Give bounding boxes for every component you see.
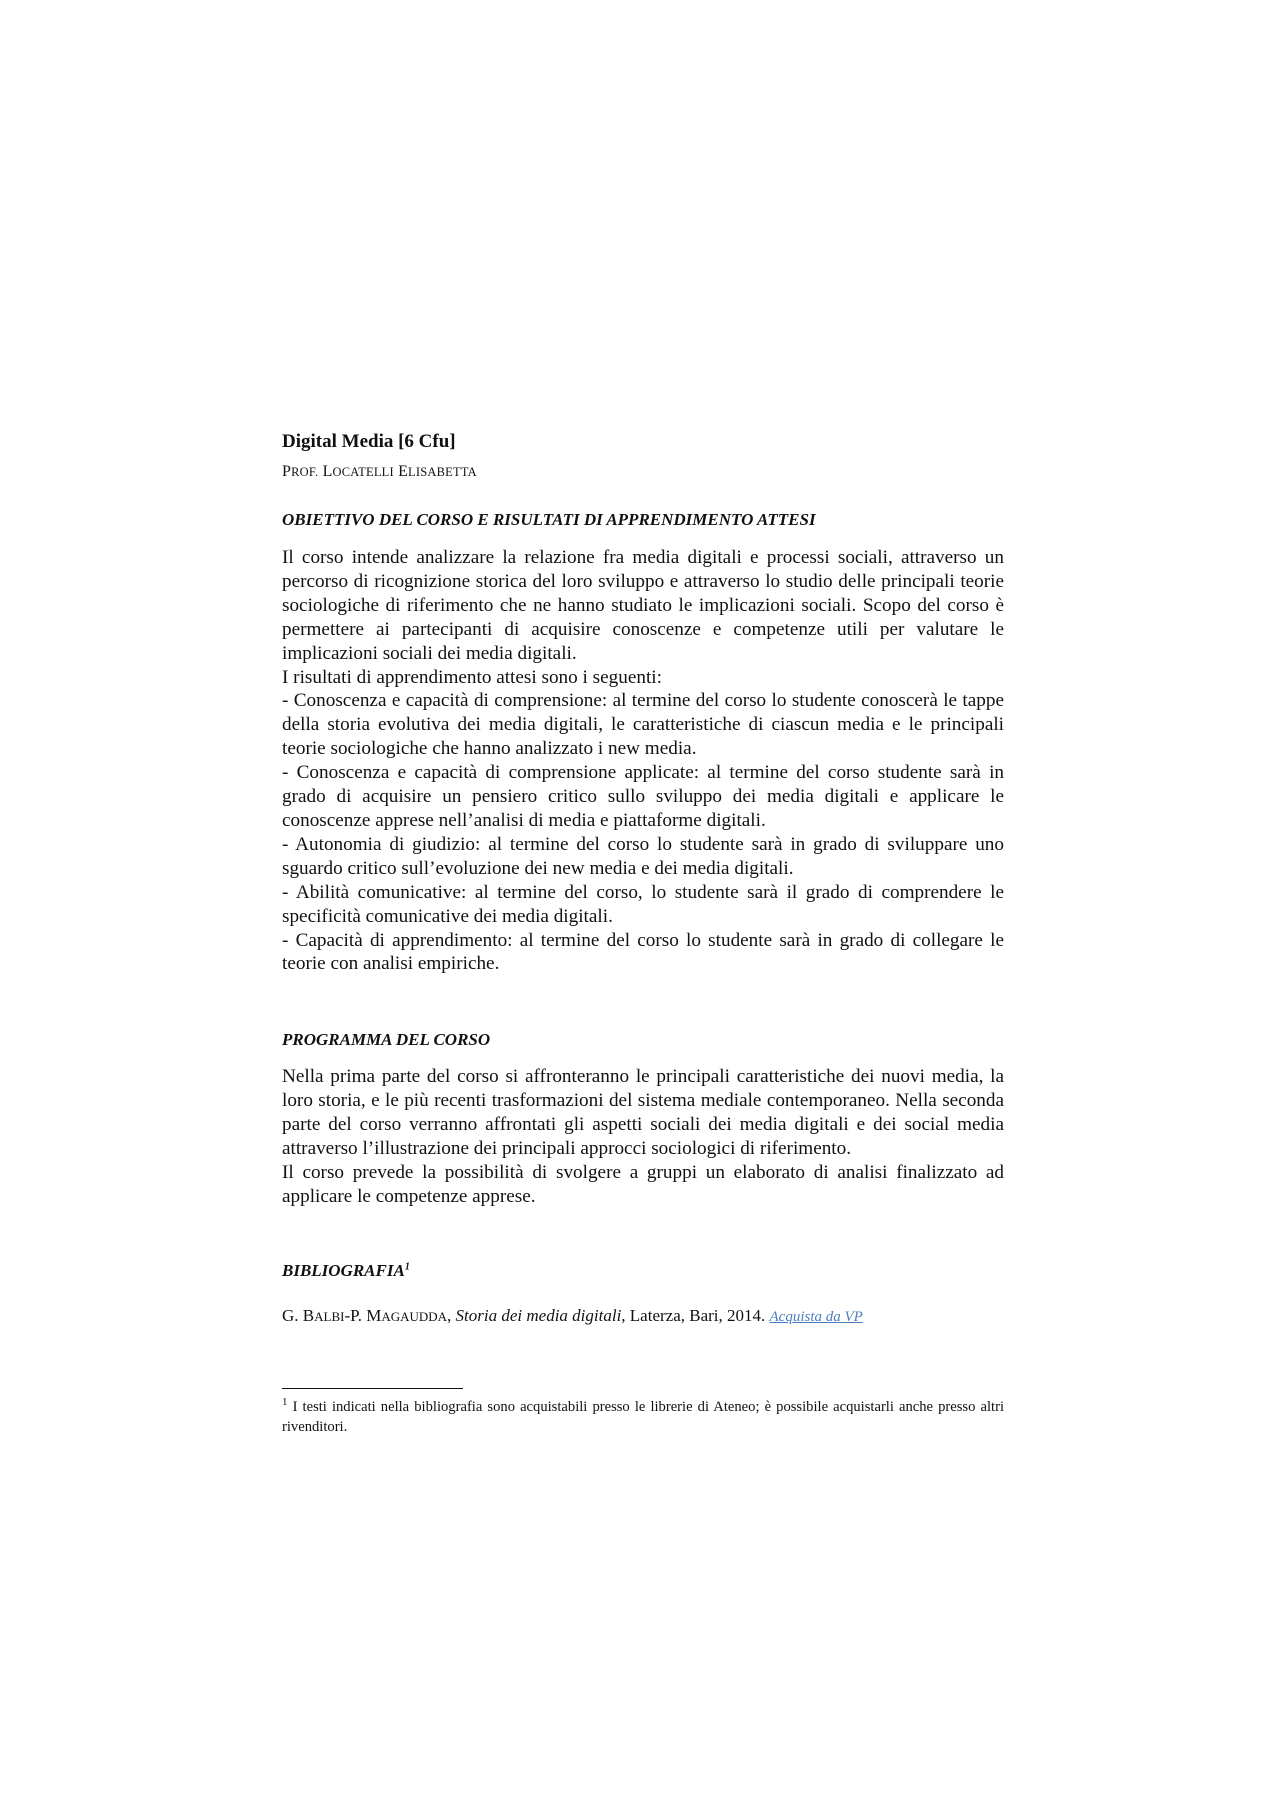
objectives-paragraph: - Capacità di apprendimento: al termine del corso lo studente sarà in grado di collegare le teorie con analisi empiriche. — [282, 929, 1004, 975]
objectives-paragraph: - Autonomia di giudizio: al termine del corso lo studente sarà in grado di sviluppare uno sguardo critico sull’evoluzione dei new media e dei media digitali. — [282, 833, 1004, 879]
objectives-body — [282, 546, 1004, 976]
objectives-paragraph: - Abilità comunicative: al termine del corso, lo studente sarà il grado di comprendere le specificità comunicative dei media digitali. — [282, 881, 1004, 927]
program-paragraph: Il corso prevede la possibilità di svolgere a gruppi un elaborato di analisi finalizzato ad applicare le competenze apprese. — [282, 1161, 1004, 1207]
bibliography-entry: G. BALBI-P. MAGAUDDA, Storia dei media digitali, Laterza, Bari, 2014. Acquista da VP — [282, 1306, 863, 1325]
objectives-paragraph: - Conoscenza e capacità di comprensione: al termine del corso lo studente conoscerà le tappe della storia evolutiva dei media digitali, le caratteristiche di ciascun media e le principali teorie sociologiche che hanno analizzato i new media. — [282, 690, 1004, 760]
course-title: Digital Media [6 Cfu] — [282, 431, 456, 452]
program-body — [282, 1065, 1004, 1208]
program-paragraph: Nella prima parte del corso si affronteranno le principali caratteristiche dei nuovi media, la loro storia, e le più recenti trasformazioni del sistema mediale contemporaneo. Nella seconda parte del corso verranno affrontati gli aspetti sociali dei media digitali e dei social media attraverso l’illustrazione dei principali approcci sociologici di riferimento. — [282, 1066, 1004, 1159]
objectives-paragraph: Il corso intende analizzare la relazione fra media digitali e processi sociali, attraverso un percorso di ricognizione storica del loro sviluppo e attraverso lo studio delle principali teorie sociologiche di riferimento che ne hanno studiato le implicazioni sociali. Scopo del corso è permettere ai partecipanti di acquisire conoscenze e competenze utili per valutare le implicazioni sociali dei media digitali. — [282, 547, 1004, 664]
program-heading: PROGRAMMA DEL CORSO — [282, 1030, 491, 1049]
book-title: Storia dei media digitali — [455, 1306, 622, 1325]
bibliography-heading: BIBLIOGRAFIA$^1$ — [282, 1261, 410, 1280]
objectives-paragraph: - Conoscenza e capacità di comprensione applicate: al termine del corso studente sarà in grado di acquisire un pensiero critico sullo sviluppo dei media digitali e applicare le conoscenze apprese nell’analisi di media e piattaforme digitali. — [282, 762, 1004, 831]
footnote-divider — [282, 1388, 463, 1389]
professor-name: PROF. LOCATELLI ELISABETTA — [282, 463, 477, 480]
footnote: $^1$ I testi indicati nella bibliografia sono acquistabili presso le librerie di Ateneo; è possibile acquistarli anche presso altri rivenditori. — [282, 1396, 1004, 1435]
objectives-heading: OBIETTIVO DEL CORSO E RISULTATI DI APPRENDIMENTO ATTESI — [282, 510, 816, 529]
buy-book-link[interactable]: Acquista da VP — [769, 1309, 863, 1325]
footnote-mark: 1 — [282, 1396, 288, 1409]
footnote-reference: 1 — [404, 1261, 410, 1273]
objectives-paragraph: I risultati di apprendimento attesi sono i seguenti: — [282, 666, 662, 688]
